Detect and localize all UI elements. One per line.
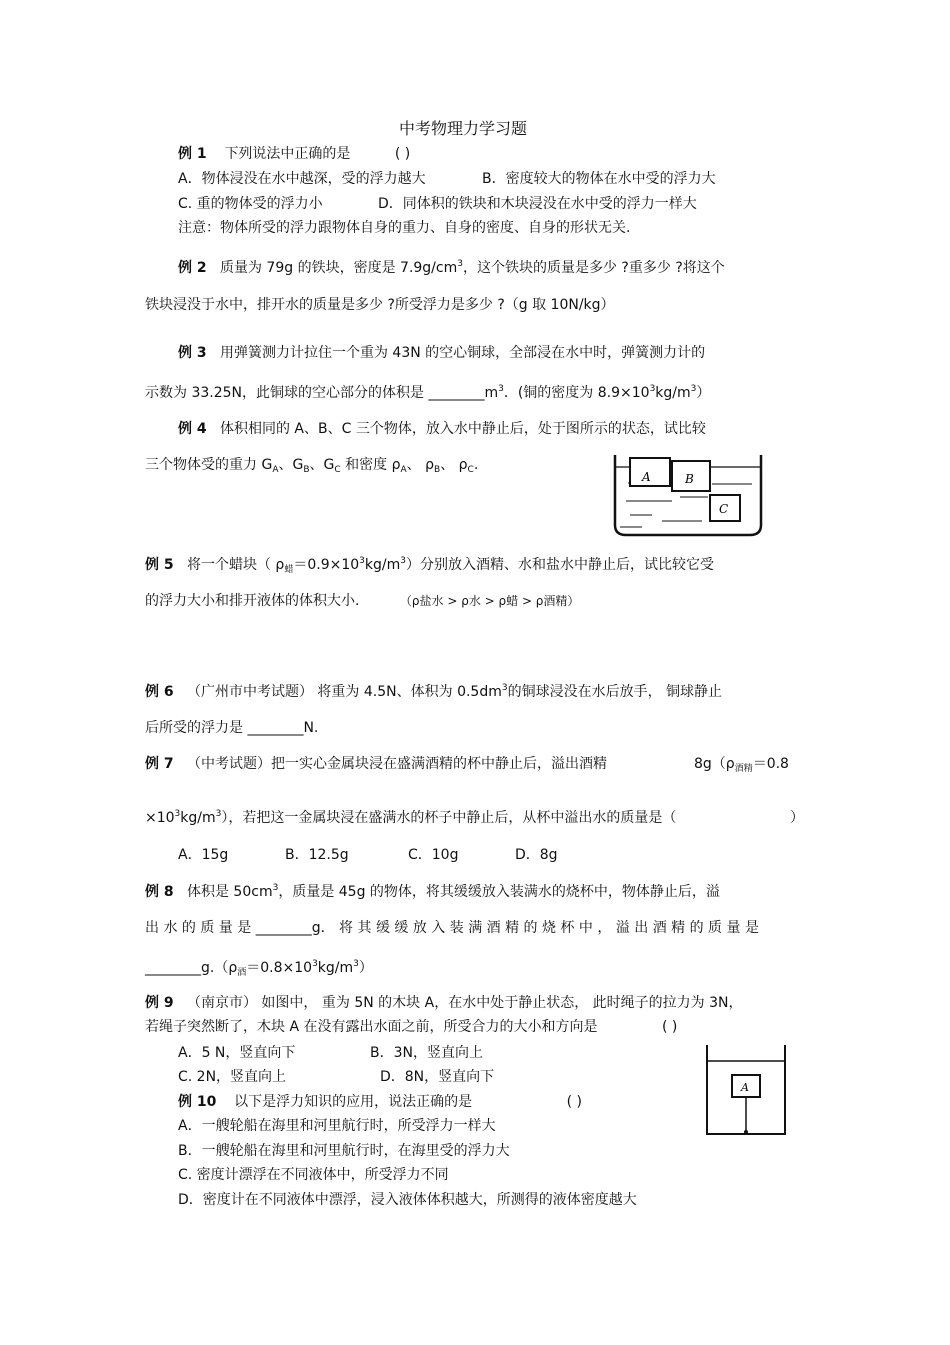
text: ，这个铁块的质量是多少 ?重多少 ?将这个 (462, 260, 725, 276)
text: kg/m (180, 810, 216, 826)
answer-paren: ( ) (394, 146, 411, 162)
text: 体积是 50cm (186, 884, 273, 900)
superscript: 3 (353, 959, 359, 969)
option-a: A．5 N，竖直向下 (178, 1045, 296, 1061)
example-2-line-1 (178, 259, 725, 279)
option-b: B．12.5g (285, 847, 349, 863)
option-b: B．密度较大的物体在水中受的浮力大 (482, 171, 716, 187)
text: kg/m (655, 385, 691, 401)
text: ＝0.8 (752, 756, 789, 772)
text: ），若把这一金属块浸在盛满水的杯子中静止后，从杯中溢出水的质量是（ (221, 810, 677, 826)
example-label: 例 9 (145, 995, 174, 1011)
answer-hint: （ρ盐水 > ρ水 > ρ蜡 > ρ酒精） (399, 594, 580, 608)
example-6-line-2: 后所受的浮力是 ________N. (145, 720, 319, 736)
subscript: 酒精 (734, 764, 753, 774)
example-label: 例 6 (145, 684, 174, 700)
example-label: 例 10 (178, 1094, 217, 1110)
option-a: A．15g (178, 847, 229, 863)
option-d: D．密度计在不同液体中漂浮，浸入液体体积越大，所测得的液体密度越大 (178, 1192, 637, 1208)
example-1 (178, 145, 410, 163)
question-text: 下列说法中正确的是 (224, 146, 351, 162)
superscript: 3 (400, 556, 406, 566)
text: 质量为 79g 的铁块，密度是 7.9g/cm (219, 260, 458, 276)
superscript: 3 (457, 259, 463, 269)
example-label: 例 4 (178, 421, 207, 437)
option-d: D．同体积的铁块和木块浸没在水中受的浮力一样大 (378, 196, 697, 212)
answer-paren: ( ) (661, 1019, 678, 1035)
text: 的浮力大小和排开液体的体积大小. (145, 593, 360, 609)
superscript: 3 (174, 809, 181, 819)
text: ） (358, 960, 373, 976)
text: ．(铜的密度为 8.9×10 (503, 385, 650, 401)
text: ，质量是 45g 的物体，将其缓缓放入装满水的烧杯中，物体静止后，溢 (278, 884, 720, 900)
text: kg/m (364, 557, 401, 573)
option-d: D．8N，竖直向下 (380, 1069, 495, 1085)
option-c: C. 密度计漂浮在不同液体中，所受浮力不同 (178, 1167, 449, 1183)
superscript: 3 (690, 384, 697, 394)
example-4-line-2: 三个物体受的重力 $G_A$、$G_B$、$G_C$ 和密度 $\rho_A$、 $\rho_B$、 $\rho_C$. (145, 457, 479, 475)
text: 用弹簧测力计拉住一个重为 43N 的空心铜球，全部浸在水中时，弹簧测力计的 (219, 345, 706, 361)
example-10 (178, 1093, 582, 1111)
text: ×10 (145, 810, 175, 826)
label-c: C (719, 502, 729, 516)
text: 示数为 33.25N，此铜球的空心部分的体积是 ________m (145, 385, 499, 401)
example-8-line-1 (145, 883, 720, 903)
text: ＝0.9×10 (293, 557, 360, 573)
label-a: A (642, 470, 651, 484)
example-label: 例 8 (145, 884, 174, 900)
answer-paren-close: ） (790, 810, 804, 826)
example-5-line-2 (145, 592, 579, 610)
text: 将一个蜡块（ ρ (186, 557, 285, 573)
example-7-line-1 (145, 755, 607, 773)
example-8-line-2: 出 水 的 质 量 是 ________g． 将 其 缓 缓 放 入 装 满 酒 精 的 烧 杯 中 ， 溢 出 酒 精 的 质 量 是 (145, 920, 759, 936)
subscript: 酒 (237, 968, 247, 978)
option-b: B．一艘轮船在海里和河里航行时，在海里受的浮力大 (178, 1143, 510, 1159)
example-5-line-1 (145, 556, 714, 576)
example-6-line-1 (145, 683, 722, 703)
example-3-line-1 (178, 344, 705, 362)
text: 8g（ρ (694, 756, 735, 772)
text: ） (696, 385, 711, 401)
beaker-figure-abc (612, 453, 764, 539)
superscript: 3 (501, 683, 508, 693)
superscript: 3 (649, 384, 656, 394)
example-9-line-2 (145, 1018, 677, 1036)
example-label: 例 2 (178, 260, 207, 276)
option-a: A．一艘轮船在海里和河里航行时，所受浮力一样大 (178, 1118, 496, 1134)
text: 若绳子突然断了，木块 A 在没有露出水面之前，所受合力的大小和方向是 (145, 1019, 598, 1035)
label-b: B (685, 472, 694, 486)
text: （中考试题）把一实心金属块浸在盛满酒精的杯中静止后，溢出酒精 (186, 756, 607, 772)
example-2-line-2: 铁块浸没于水中，排开水的质量是多少 ?所受浮力是多少 ?（g 取 10N/kg） (145, 297, 615, 313)
example-label: 例 7 (145, 756, 174, 772)
superscript: 3 (272, 883, 279, 893)
text: 三个物体受的重力 G (145, 457, 273, 473)
text: （南京市） 如图中， 重为 5N 的木块 A，在水中处于静止状态， 此时绳子的拉力为 3N， (186, 995, 743, 1011)
example-3-line-2 (145, 384, 710, 404)
question-text: 以下是浮力知识的应用，说法正确的是 (234, 1094, 473, 1110)
superscript: 3 (498, 384, 504, 394)
option-a: A．物体浸没在水中越深，受的浮力越大 (178, 171, 426, 187)
text: ）分别放入酒精、水和盐水中静止后，试比较它受 (405, 557, 714, 573)
example-label: 例 5 (145, 557, 174, 573)
answer-paren: ( ) (566, 1094, 582, 1110)
option-b: B．3N，竖直向上 (370, 1045, 483, 1061)
subscript: 蜡 (284, 565, 294, 575)
example-7-line-2 (145, 809, 676, 829)
text: 体积相同的 A、B、C 三个物体，放入水中静止后，处于图所示的状态，试比较 (219, 421, 706, 437)
example-4-line-1 (178, 420, 706, 438)
example-7-line-1-end (694, 755, 789, 775)
text: 的铜球浸没在水后放手， 铜球静止 (507, 684, 723, 700)
text: kg/m (317, 960, 354, 976)
example-label: 例 1 (178, 146, 207, 162)
text: ＝0.8×10 (246, 960, 313, 976)
note-text: 注意：物体所受的浮力跟物体自身的重力、自身的密度、自身的形状无关. (178, 220, 631, 236)
example-9-line-1 (145, 994, 742, 1012)
superscript: 3 (359, 556, 365, 566)
label-a: A (741, 1081, 749, 1094)
tank-figure-tethered-block (704, 1043, 788, 1137)
option-d: D．8g (515, 847, 558, 863)
option-c: C．10g (408, 847, 459, 863)
superscript: 3 (215, 809, 222, 819)
example-8-line-3 (145, 959, 373, 979)
text: ________g.（ρ (145, 960, 238, 976)
text: （广州市中考试题） 将重为 4.5N、体积为 0.5dm (186, 684, 502, 700)
page-title: 中考物理力学习题 (399, 119, 528, 138)
superscript: 3 (312, 959, 318, 969)
option-c: C. 2N，竖直向上 (178, 1069, 287, 1085)
example-label: 例 3 (178, 345, 207, 361)
option-c: C. 重的物体受的浮力小 (178, 196, 323, 212)
